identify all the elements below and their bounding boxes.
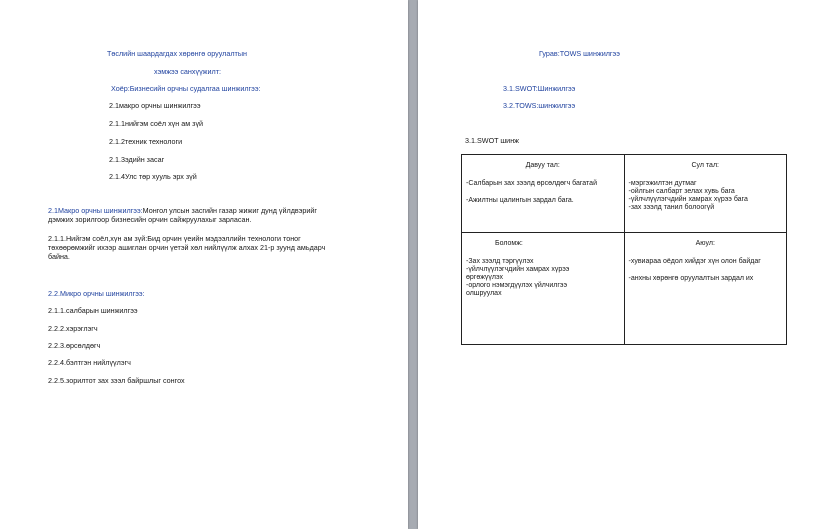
toc-item: 2.1.3эдийн засаг (109, 155, 165, 164)
threat-item: -хувиараа оёдол хийдэг хүн олон байдаг (628, 258, 761, 265)
social-paragraph-line3: байна. (48, 252, 70, 261)
toc-heading-text: Хоёр:Бизнесийн орчны судалгаа шинжилгээ: (111, 84, 261, 93)
swot-threats-cell (624, 233, 787, 345)
micro-list-item: 2.1.1.салбарын шинжилгээ (48, 306, 138, 315)
opportunity-item: -орлого нэмэгдүүлэх үйлчилгээ (466, 282, 568, 289)
strength-item: -Ажилтны цалингын зардал бага. (466, 197, 574, 204)
threats-title: Аюул: (695, 240, 715, 247)
macro-paragraph-line2: дэмжих зорилгоор бизнесийн орчин сайжруулахыг зарласан. (48, 215, 252, 224)
strengths-title: Давуу тал: (525, 162, 560, 169)
toc-item: 2.1макро орчны шинжилгээ (109, 101, 201, 110)
macro-paragraph-label: 2.1Макро орчны шинжилгээ: (48, 206, 143, 215)
micro-heading: 2.2.Микро орчны шинжилгээ: (48, 289, 145, 298)
micro-list-item: 2.2.3.өрсөлдөгч (48, 341, 101, 350)
opportunity-item: олшруулах (466, 290, 502, 297)
toc-item: 2.1.2техник технологи (109, 137, 183, 146)
macro-paragraph-text: Монгол улсын засгийн газар жижиг дунд үйлдвэрийг (142, 206, 318, 215)
subsection-swot: 3.1.SWOT:Шинжилгээ (503, 84, 576, 93)
doc-title-right: Гурав:TOWS шинжилгээ (539, 49, 620, 58)
opportunity-item: -Зах зээлд тэргүүлэх (466, 258, 534, 265)
micro-list-item: 2.2.2.хэрэглэгч (48, 324, 98, 333)
document-page-left (0, 0, 408, 529)
toc-item: 2.1.4Улс төр хууль эрх зүй (109, 172, 197, 181)
doc-title-line2: хэмжээ санхүүжилт: (154, 67, 221, 76)
weakness-item: -ойлгын салбарт зелах хувь бага (628, 188, 735, 195)
social-paragraph-line2: төхөөрөмжийг ихээр ашиглан орчин үетэй хөл нийлүүлж алхах 21-р зуунд амьдарч (48, 243, 326, 252)
weakness-item: -үйлчлүүлэгчдийн хамрах хүрээ бага (628, 196, 748, 203)
swot-table (461, 154, 787, 345)
opportunity-item: -үйлчлүүлэгчдийн хамрах хүрээ (466, 266, 570, 273)
doc-title-line1: Төслийн шаардагдах хөрөнгө оруулалтын (107, 49, 247, 58)
swot-opportunities-cell (462, 233, 625, 345)
weakness-item: -зах зээлд танил болоогүй (628, 204, 715, 211)
micro-list-item: 2.2.4.бэлтгэн нийлүүлэгч (48, 358, 131, 367)
weakness-item: -мэргэжилтэн дутмаг (628, 180, 697, 187)
toc-item: 2.1.1нийгэм соёл хүн ам зүй (109, 119, 204, 128)
swot-strengths-cell (462, 155, 625, 233)
subsection-tows: 3.2.TOWS:шинжилгээ (503, 101, 576, 110)
opportunity-item: өргөжүүлэх (466, 274, 503, 281)
swot-weaknesses-cell (624, 155, 787, 233)
opportunities-title: Боломж: (495, 240, 523, 247)
weaknesses-title: Сул тал: (691, 162, 719, 169)
social-paragraph-line1: 2.1.1.Нийгэм соёл,хүн ам зүй:Бид орчин үеийн мэдээллийн технологи тоног (48, 234, 301, 243)
swot-heading: 3.1.SWOT шинж (465, 136, 519, 145)
micro-list-item: 2.2.5.зорилтот зах зээл байршлыг сонгох (48, 376, 185, 385)
document-page-right (418, 0, 828, 529)
strength-item: -Салбарын зах зээлд өрсөлдөгч багатай (466, 180, 597, 187)
toc-heading (111, 84, 261, 93)
threat-item: -анхны хөрөнгө оруулалтын зардал их (628, 275, 754, 282)
macro-paragraph-line1 (48, 206, 317, 215)
